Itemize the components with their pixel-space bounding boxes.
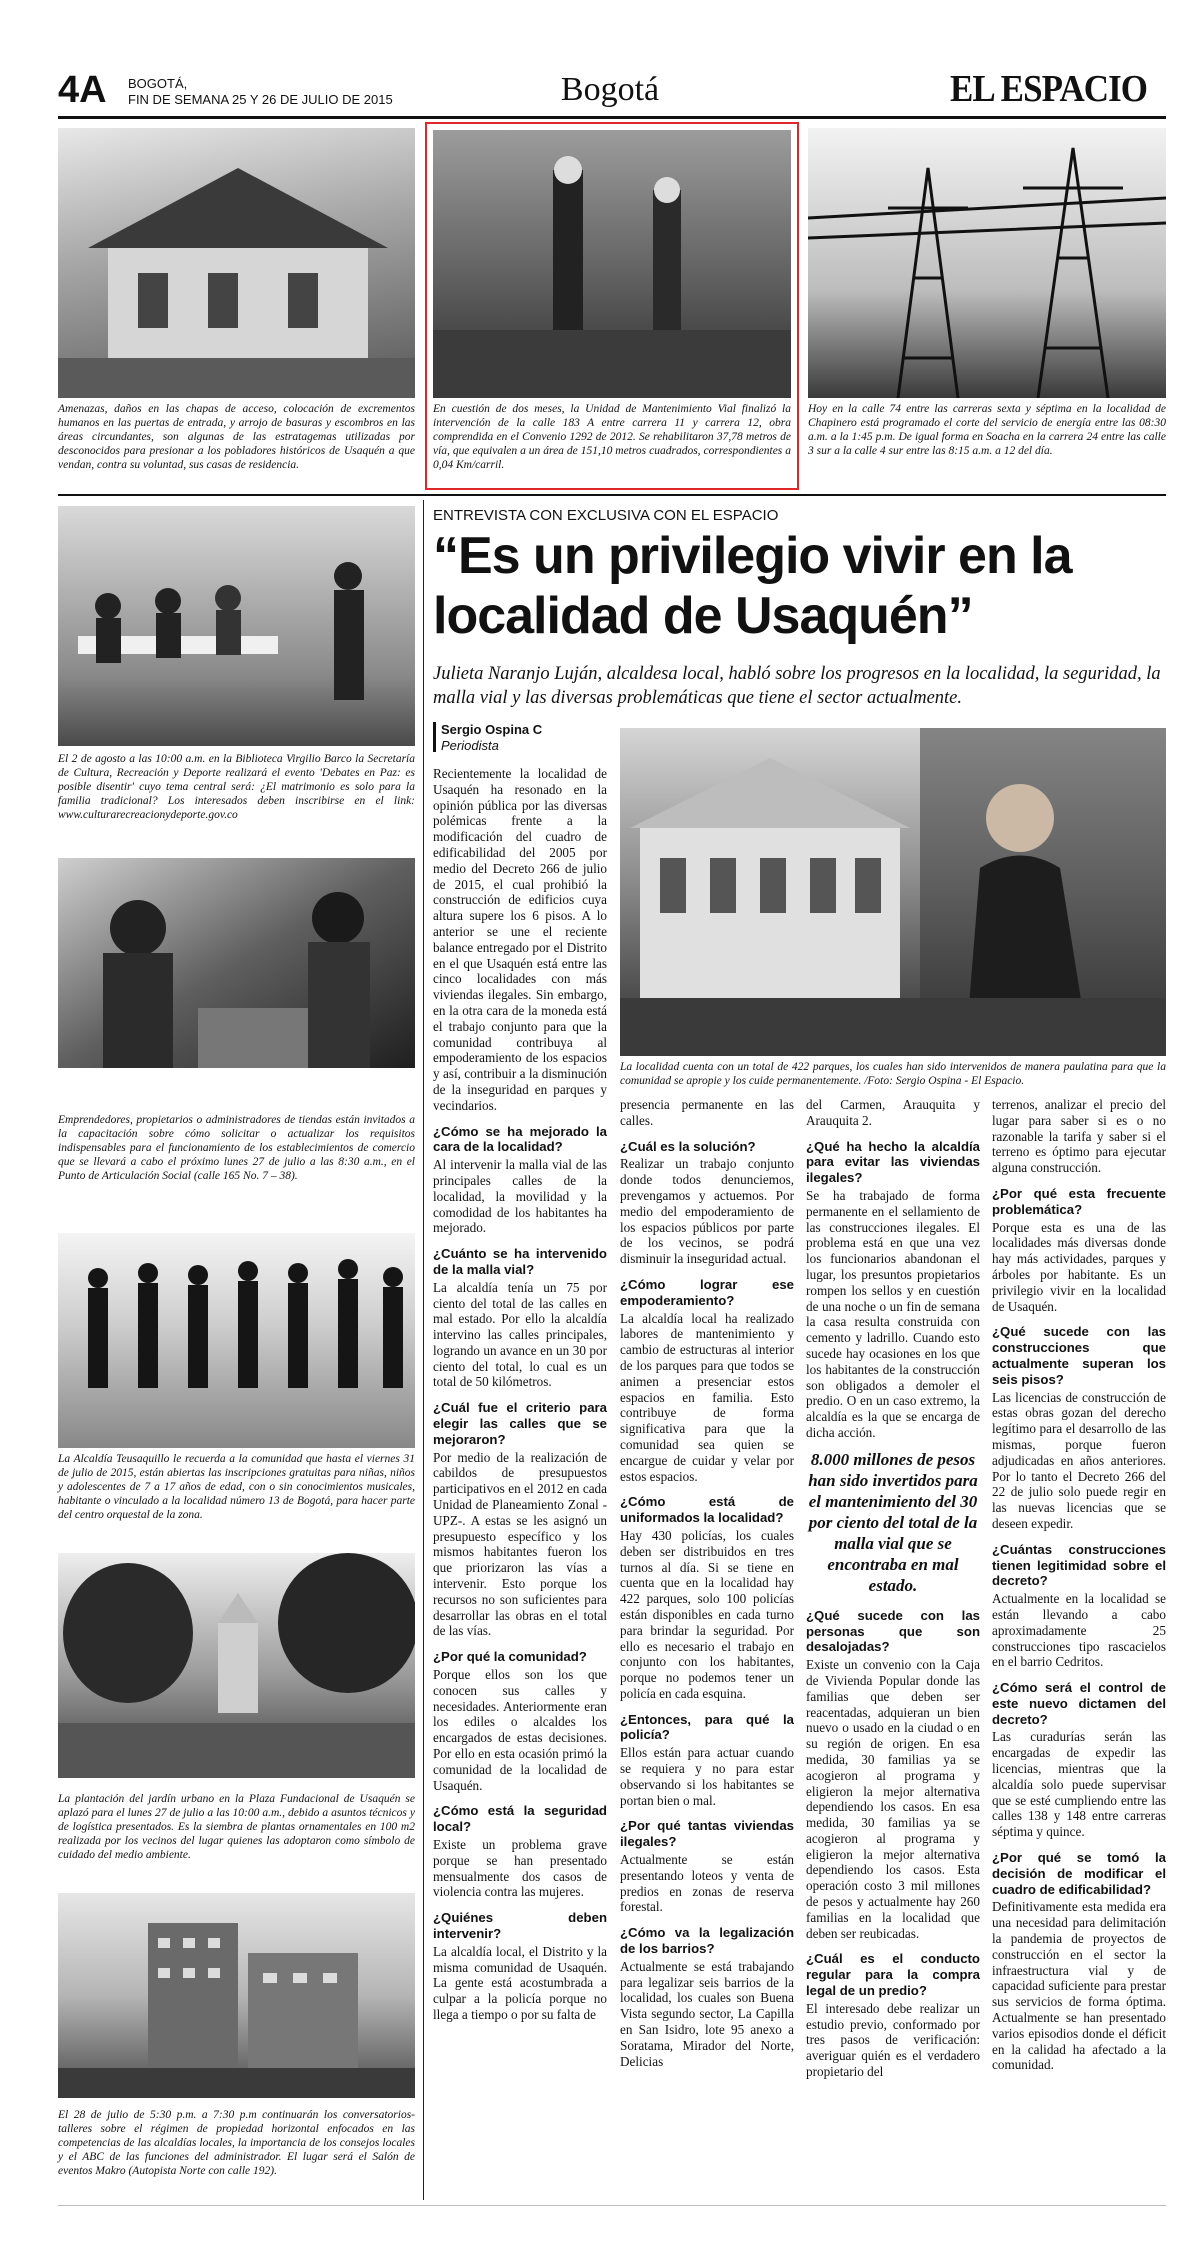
header-city: BOGOTÁ, (128, 76, 188, 91)
answer: La alcaldía local, el Distrito y la misma comunidad de Usaquén. La gente está acostumbrada a culpar a la policía porque no llega a tiempo o por su falta de (433, 1943, 607, 2022)
question: ¿Cómo se ha mejorado la cara de la localidad? (433, 1123, 607, 1155)
side-photo-plaza (58, 1553, 415, 1778)
side-photo-debate (58, 506, 415, 746)
article-column-4 (992, 1097, 1166, 2076)
powerlines-illustration (808, 128, 1166, 398)
answer: Se ha trabajado de forma permanente en el sellamiento de las construcciones ilegales. El problema está en que una vez los funcionarios abandonan el lugar, los presuntos propietarios rompen los sellos y en cuestión de una noche o un fin de semana la casa resulta construida con cemento y ladrillo. Cuando esto sucede hay ocasiones en los que los habitantes de la construcción son obligados a demoler el predio. O en un caso extremo, la alcaldía es la que se encarga de dicha acción. (806, 1187, 980, 1440)
header-date: FIN DE SEMANA 25 Y 26 DE JULIO DE 2015 (128, 92, 393, 107)
answer: Actualmente en la localidad se están llevando a cabo aproximadamente 25 construcciones tipo rascacielos en el barrio Cedritos. (992, 1591, 1166, 1670)
sidebar-divider (423, 500, 424, 2200)
side-photo-building (58, 1893, 415, 2098)
top-caption-3: Hoy en la calle 74 entre las carreras sexta y séptima en la localidad de Chapinero está programado el corte del servicio de energía entre las 08:30 a.m. a la 1:45 p.m. De igual forma en Soacha en la carrera 24 entre las calle 3 sur a la calle 4 sur entre las 8:15 a.m. a 12 del día. (808, 403, 1166, 457)
question: ¿Qué sucede con las construcciones que actualmente superan los seis pisos? (992, 1324, 1166, 1387)
market-illustration (58, 858, 415, 1068)
article-headline: “Es un privilegio vivir en la localidad de Usaquén” (433, 527, 1072, 645)
question: ¿Por qué se tomó la decisión de modificar el cuadro de edificabilidad? (992, 1850, 1166, 1897)
answer-continued: del Carmen, Arauquita y Arauquita 2. (806, 1097, 980, 1128)
question: ¿Qué ha hecho la alcaldía para evitar las viviendas ilegales? (806, 1138, 980, 1186)
byline-role: Periodista (441, 738, 499, 753)
top-caption-1: Amenazas, daños en las chapas de acceso, colocación de excrementos humanos en las puertas de entrada, y arrojo de basuras y escombros en las áreas circundantes, son algunas de las estratagemas utilizadas por desconocidos para presionar a los pobladores históricos de Usaquén a que vendan, contra su voluntad, sus casas de residencia. (58, 403, 415, 471)
question: ¿Entonces, para qué la policía? (620, 1711, 794, 1743)
answer: Por medio de la realización de cabildos de presupuestos participativos en el 2012 en cada Unidad de Planeamiento Zonal -UPZ-. A estas se les asignó un presupuesto específico y los mismos habitantes fueron los que priorizaron las vías a intervenir. Esto porque los recursos no son suficientes para desarrollar las obras en el total de las vías. (433, 1449, 607, 1639)
answer: Hay 430 policías, los cuales deben ser distribuidos en tres turnos al día. Si se tiene en cuenta que en la localidad hay 422 parques, solo 100 policías están disponibles en cada turno para brindar la seguridad. Por ello es necesario el trabajo en conjunto con los habitantes, porque no podemos tener un policía en cada esquina. (620, 1527, 794, 1701)
article-kicker: ENTREVISTA CON EXCLUSIVA CON EL ESPACIO (433, 507, 779, 524)
byline-name: Sergio Ospina C (441, 722, 543, 737)
question: ¿Por qué tantas viviendas ilegales? (620, 1818, 794, 1850)
answer: La alcaldía local ha realizado labores de mantenimiento y cambio de estructuras al interior de los parques para que todos se animen a presenciar estos espacios en familia. Esto contribuye de forma significativa para que la comunidad sea quien se encargue de cuidar y velar por estos espacios. (620, 1310, 794, 1484)
answer-continued: terrenos, analizar el precio del lugar para saber si es o no razonable la tarifa y saber si el terreno es óptimo para ejecutar alguna construcción. (992, 1097, 1166, 1176)
question: ¿Cómo será el control de este nuevo dictamen del decreto? (992, 1680, 1166, 1727)
article-deck: Julieta Naranjo Luján, alcaldesa local, habló sobre los progresos en la localidad, la seguridad, la malla vial y las diversas problemáticas que tiene el sector actualmente. (433, 664, 1161, 708)
top-section-rule (58, 494, 1166, 496)
question: ¿Cuánto se ha intervenido de la malla vial? (433, 1246, 607, 1277)
section-title: Bogotá (560, 71, 660, 108)
answer: Porque esta es una de las localidades más diversas donde hay más actividades, parques y árboles por habitante. Es un privilegio vivir en la localidad de Usaquén. (992, 1219, 1166, 1314)
plaza-illustration (58, 1553, 415, 1778)
house-illustration (58, 128, 415, 398)
question: ¿Quiénes deben intervenir? (433, 1910, 607, 1941)
answer: Realizar un trabajo conjunto donde todos denunciemos, prevengamos y actuemos. Por medio del empoderamiento de los espacios públicos por parte de los vecinos, se podrá disminuir la inseguridad actual. (620, 1156, 794, 1267)
answer-continued: presencia permanente en las calles. (620, 1097, 794, 1128)
answer: Existe un convenio con la Caja de Vivienda Popular donde las familias que deben ser reacentadas, adquieran un bien nuevo o usado en la ciudad o en su región de origen. En esa medida, 30 familias ya se acogieron al programa y eligieron la mejor alternativa dependiendo los casos. En esa medida, 30 familias ya se acogieron al programa y eligieron la mejor alternativa dependiendo los casos. Esta operación costo 3 mil millones de pesos y actualmente hay 260 familias en la localidad que deben ser reubicadas. (806, 1657, 980, 1941)
top-caption-2: En cuestión de dos meses, la Unidad de Mantenimiento Vial finalizó la intervención de la calle 183 A entre carrera 11 y carrera 12, obra comprendida en el Convenio 1292 de 2012. Se rehabilitaron 37,78 metros de vía, que equivalen a un área de 151,10 metros cuadrados, correspondientes a 0,04 Km/carril. (433, 403, 791, 471)
answer: Al intervenir la malla vial de las principales calles de la localidad, la movilidad y la comodidad de los habitantes ha mejorado. (433, 1157, 607, 1236)
answer: Existe un problema grave porque se han presentado mensualmente dos casos de violencia contra las mujeres. (433, 1837, 607, 1900)
side-caption-3: La Alcaldía Teusaquillo le recuerda a la comunidad que hasta el viernes 31 de julio de 2015, están abiertas las inscripciones gratuitas para niñas, niños y adolescentes de 7 a 17 años de edad, con o sin conocimientos musicales, habitante o vinculado a la localidad número 13 de Bogotá, para hacer parte del centro orquestal de la zona. (58, 1453, 415, 1521)
answer: Porque ellos son los que conocen sus calles y necesidades. Anteriormente eran los ediles o alcaldes los encargados de estas decisiones. Por ello en esta ocasión primó la comunidad de la localidad de Usaquén. (433, 1667, 607, 1793)
question: ¿Cómo está de uniformados la localidad? (620, 1494, 794, 1526)
orchestra-illustration (58, 1233, 415, 1448)
answer: Actualmente se está trabajando para legalizar seis barrios de la localidad, los cuales son Buena Vista segundo sector, La Capilla en San Isidro, lote 95 anexo a Soratama, Mirador del Norte, Delicias (620, 1958, 794, 2069)
page-number: 4A (58, 69, 107, 111)
question: ¿Cuántas construcciones tienen legitimidad sobre el decreto? (992, 1541, 1166, 1589)
main-photo-illustration (620, 728, 1166, 1056)
article-column-2 (620, 1097, 794, 2072)
side-photo-orchestra (58, 1233, 415, 1448)
main-photo-mayor (620, 728, 1166, 1056)
answer: Ellos están para actuar cuando se requiera y no para estar observando si los habitantes se portan bien o mal. (620, 1745, 794, 1808)
top-photo-roadworks (433, 130, 791, 398)
question: ¿Cuál es el conducto regular para la compra legal de un predio? (806, 1951, 980, 1999)
side-photo-market (58, 858, 415, 1068)
question: ¿Por qué la comunidad? (433, 1649, 587, 1665)
answer: Las curadurías serán las encargadas de expedir las licencias, mientras que la alcaldía solo puede supervisar que se esté cumpliendo entre las calles 138 y 148 entre carreras séptima y quince. (992, 1729, 1166, 1840)
answer: Las licencias de construcción de estas obras gozan del derecho legítimo para el desarrollo de las mismas, porque fueron adjudicadas en años anteriores. Por lo tanto el Decreto 266 del 22 de julio solo puede regir en las nuevas licencias que se deseen expedir. (992, 1389, 1166, 1531)
answer: Definitivamente esta medida era una necesidad para delimitación la pandemia de proyectos de construcción en el sector la infraestructura vial y de capacidad suficiente para prestar sus servicios de forma óptima. Actualmente se han presentado varios episodios donde el déficit en la calidad ha afectado a la comunidad. (992, 1899, 1166, 2073)
footer-rule (58, 2205, 1166, 2206)
article-column-3 (806, 1097, 980, 2083)
question: ¿Cómo lograr ese empoderamiento? (620, 1276, 794, 1308)
building-illustration (58, 1893, 415, 2098)
top-photo-house (58, 128, 415, 398)
question: ¿Cómo va la legalización de los barrios? (620, 1925, 794, 1957)
side-caption-1: El 2 de agosto a las 10:00 a.m. en la Biblioteca Virgilio Barco la Secretaría de Cultura, Recreación y Deporte realizará el evento 'Debates en Paz: es posible disentir' cuyo tema central será: ¿El matrimonio es solo para la familia tradicional? Los interesados deben inscribirse en el link: www.culturarecreacionydeporte.gov.co (58, 753, 415, 821)
answer: La alcaldía tenía un 75 por ciento del total de las calles en mal estado. Por ello la alcaldía intervino las calles principales, logrando un avance en un 30 por ciento del total, lo cual es un total de 50 kilómetros. (433, 1279, 607, 1390)
masthead-logo: EL ESPACIO (950, 68, 1148, 110)
debate-illustration (58, 506, 415, 746)
byline-marker (433, 722, 436, 752)
article-column-1 (433, 766, 607, 2026)
question: ¿Cuál fue el criterio para elegir las calles que se mejoraron? (433, 1400, 607, 1447)
side-caption-4: La plantación del jardín urbano en la Plaza Fundacional de Usaquén se aplazó para el lunes 27 de julio a las 10:00 a.m., debido a asuntos técnicos y de logística presentados. Es la siembra de plantas ornamentales en 100 m2 realizada por los vecinos del lugar quienes las adoptaron como símbolo de cuidado del medio ambiente. (58, 1793, 415, 1861)
question: ¿Cuál es la solución? (620, 1138, 756, 1154)
question: ¿Qué sucede con las personas que son desalojadas? (806, 1607, 980, 1655)
pull-quote: 8.000 millones de pesos han sido invertidos para el mantenimiento del 30 por ciento del total de la malla vial que se encontraba en mal estado. (808, 1449, 978, 1595)
side-caption-2: Emprendedores, propietarios o administradores de tiendas están invitados a la capacitación sobre cómo solicitar o actualizar los requisitos indispensables para el funcionamiento de los establecimientos de comercio que se llevará a cabo el próximo lunes 27 de julio a las 8:30 a.m., en el Punto de Articulación Social (calle 165 No. 7 – 38). (58, 1114, 415, 1182)
article-intro: Recientemente la localidad de Usaquén ha resonado en la opinión pública por las diversas polémicas frente a la modificación del cuadro de edificabilidad del 2005 por medio del Decreto 266 de julio de 2015, el cual prohibió la construcción de edificios cuya altura supere los 6 pisos. A lo anterior se une el reciente balance entregado por el Distrito en el que Usaquén está entre las cinco localidades con más viviendas ilegales. Sin embargo, en la otra cara de la moneda está el trabajo conjunto para que la comunidad contribuya al empoderamiento de los espacios y así, contribuir a la disminución de la inseguridad en parques y vecindarios. (433, 766, 607, 1113)
main-photo-caption: La localidad cuenta con un total de 422 parques, los cuales han sido intervenidos de manera paulatina para que la comunidad se apropie y los cuide permanentemente. /Foto: Sergio Ospina - El Espacio. (620, 1061, 1166, 1087)
side-caption-5: El 28 de julio de 5:30 p.m. a 7:30 p.m continuarán los conversatorios-talleres sobre el régimen de propiedad horizontal enfocados en las competencias de las alcaldías locales, la importancia de los consejos locales y el ABC de las funciones del administrador. El lugar será el Salón de eventos Makro (Autopista Norte con calle 192). (58, 2109, 415, 2177)
question: ¿Por qué esta frecuente problemática? (992, 1185, 1166, 1217)
header-rule (58, 116, 1166, 119)
answer: Actualmente se están presentando loteos y venta de predios en zonas de reserva forestal. (620, 1852, 794, 1915)
question: ¿Cómo está la seguridad local? (433, 1803, 607, 1835)
roadworks-illustration (433, 130, 791, 398)
answer: El interesado debe realizar un estudio previo, conformado por tres pasos de verificación: averiguar quién es el verdadero propietario del (806, 2000, 980, 2080)
top-photo-powerlines (808, 128, 1166, 398)
